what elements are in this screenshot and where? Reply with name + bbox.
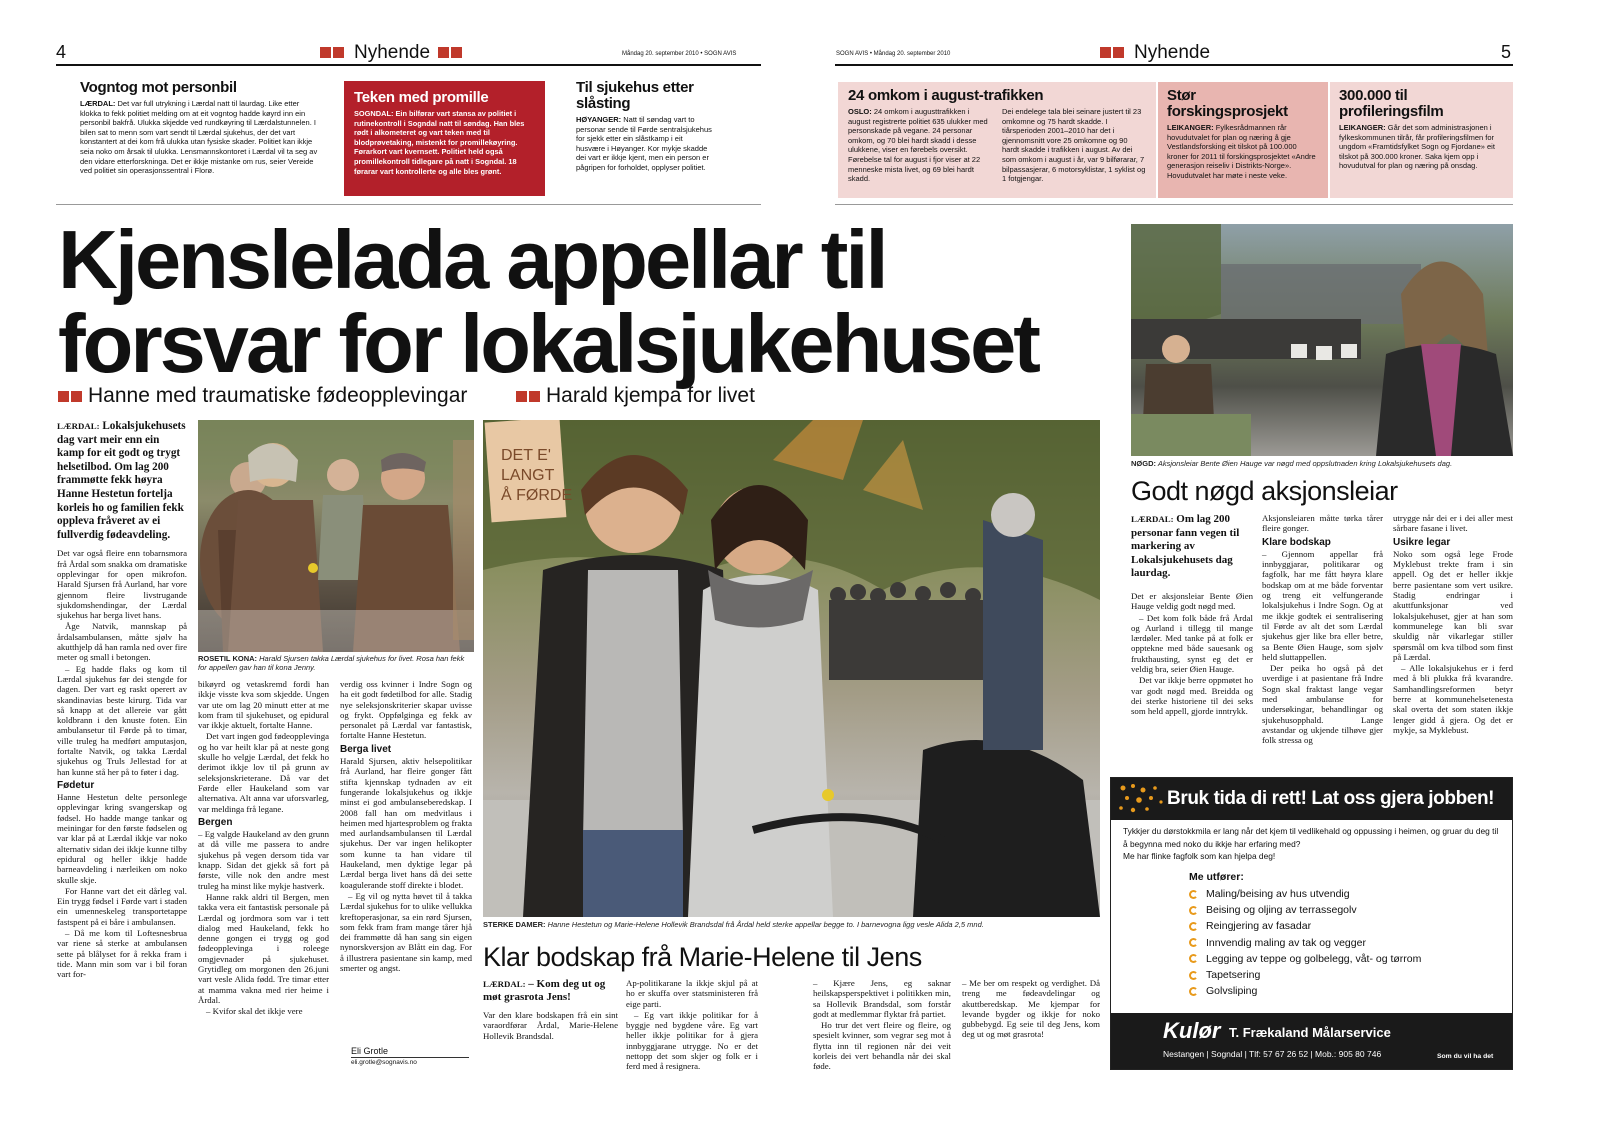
ad-header [1111,778,1512,820]
ad-intro [1123,825,1503,863]
second-lede: – Kom deg ut og møt grasrota Jens! [483,978,606,1003]
ad-service-item [1189,918,1421,934]
right-story-title: Godt nøgd aksjonsleiar [1131,476,1398,506]
dateline-right: SOGN AVIS • Måndag 20. september 2010 [836,51,951,57]
paragraph: – Me ber om respekt og verdighet. Då treng me fødeavdelingar og akuttberedskap. Me kjempar for levande bygder og ikkje for noko gubbebygd. Eg seie til deg Jens, kom deg ut og møt grasrota! [962,978,1100,1040]
caption-bente [1131,459,1513,468]
brief-place: HØYANGER: [576,115,622,124]
service-label: Legging av teppe og golbelegg, våt- og tørrom [1206,952,1422,965]
brief-profilering [1330,82,1513,198]
subhead-text: Harald kjempa for livet [546,384,755,407]
bullet-icon [1189,906,1198,915]
subhead-hanne [58,384,467,408]
photo-illustration [1131,224,1513,456]
ad-service-item [1189,935,1421,951]
second-column-2 [626,978,758,1073]
sign-text-1: DET E' [501,447,551,464]
paragraph: Harald Sjursen, aktiv helsepolitikar frå Aurland, har fleire gonger fått stifta kjennskap tydnaden av eit fungerande lokalsjukehus og ikkje minst ei god ambulanseberedskap. I 2008 fall han om medvitlaus i heimen med hjartesproblem og frakta med aurlandsambulansen til Lærdal sjukehus. Der var ingen helikopter som kunne ta han vidare til Haukeland, men dyktige legar på Lærdal berga livet hans då dei sette koagulerande stoff direkte i blodet. [340,756,472,890]
caption-label: ROSETIL KONA: [198,654,258,663]
paragraph: – Eg valgde Haukeland av den grunn at då ville me passera to andre sjukehus på vegen dersom tida var knapp. Sidan det gjekk så fort på første, ville nok den andre mest truleg ha minst like mykje hastverk. [198,829,329,891]
brief-title: Teken med promille [354,89,489,106]
dateline-left: Måndag 20. september 2010 • SOGN AVIS [622,51,737,57]
caption-text: Aksjonsleiar Bente Øien Hauge var nøgd med oppslutnaden kring Lokalsjukehusets dag. [1157,459,1453,468]
ad-service-item [1189,983,1421,999]
paragraph: – Eg hadde flaks og kom til Lærdal sjukehus før dei stengde for dagen. Der vart eg raskt operert av skandinavias beste kirurg. Tida var så knapp at det allereie var gått koldbrann i den knuste foten. Ein ambulansetur til Førde på to timar, ville truleg ha medført amputasjon, fortalte Natvik, og takka Lærdal sjukehus og Truls Jellestad for at han kunne stå her på to føter i dag. [57,663,187,777]
paragraph: Ho trur det vert fleire og fleire, og spesielt kvinner, som vegrar seg mot å flytta inn til regionen når dei veit korleis dei vert behandla når dei skal føde. [813,1020,951,1072]
right-column-3 [1393,513,1513,736]
brief-place: LEIKANGER: [1167,123,1214,132]
brief-place: LÆRDAL: [80,99,116,108]
sign-text-3: Å FØRDE [501,487,573,504]
byline: Eli Grotle [351,1046,389,1056]
byline-email[interactable]: eli.grotle@sognavis.no [351,1059,417,1066]
ad-service-item [1189,951,1421,967]
advertisement[interactable] [1110,777,1513,1070]
lede-place: LÆRDAL: [57,421,100,431]
paragraph: Det vart ingen god fødeopplevinga og ho var heilt klar på at neste gong skulle ho velgje Lærdal, det fekk ho derimot ikkje lov til på grunn av seleksjonskrieterane. Då var det Førde eller Haukeland som var alternativa. Alt anna var uforsvarleg, var meldinga frå legane. [198,731,329,814]
subhead-harald [516,384,755,408]
paragraph: Noko som også lege Frode Myklebust trekte fram i sin appell. Og det er heller ikkje berre pasientane som vert usikre. Stadig endringar i akuttfunksjonar ved lokalsjukehuset, gjer at han som kommunelege kan bli svar skuldig når vikarlegar stiller spørsmål om kva tilbod som finst på Lærdal. [1393,548,1513,662]
caption-label: NØGD: [1131,459,1156,468]
ad-service-list [1189,886,1421,999]
paragraph: – Då me kom til Loftesnesbrua var riene så sterke at ambulansen sette på blålyset for å rekka fram i tide. Mann min som var i bil foran vart for- [57,928,187,980]
paragraph: Var den klare bodskapen frå ein sint varaordførar Årdal, Marie-Helene Hollevik Brandsdal. [483,1010,618,1041]
caption-harald [198,654,474,672]
headline-line-1: Kjenslelada appellar til [58,213,886,306]
paragraph: – Eg vart ikkje politikar for å byggje ned bygdene våre. Eg vart heller ikkje politikar for å gjera innbyggjarane utrygge. No er det nettopp det som skjer og folk er i ferd med å resignera. [626,1009,758,1072]
paragraph: Det er aksjonsleiar Bente Øien Hauge veldig godt nøgd med. [1131,590,1253,612]
second-column-3 [813,978,951,1073]
caption-label: STERKE DAMER: [483,920,546,929]
bullet-icon [1189,922,1198,931]
bullet-icon [1189,987,1198,996]
brief-forsking [1158,82,1328,198]
paragraph: – Gjennom appellar frå innbyggjarar, politikarar og fagfolk, har me fått høyra klare bodskap om at me både forventar og treng eit velfungerande lokalsjukehus i Indre Sogn. Og at me ikkje godtek ei sentralisering til Førde av alt det som Lærdal sjukehus gjer like bra eller betre, sa Bente Øien Hauge, som sjølv held sluttappellen. [1262,548,1383,662]
right-column-1 [1131,513,1253,718]
paragraph: Hanne Hestetun delte personlege opplevingar kring svangerskap og fødsel. Ho hadde mange tankar og meiningar for den første fødselen og var klar på at Lærdal ikkje var noko alternativ sidan dei ikkje kunne tilby epidural og heller ikkje hadde barneavdeling i nærleiken om noko skulle skje. [57,792,187,885]
page-number-right: 5 [1501,42,1512,62]
caption-text: Harald Sjursen takka Lærdal sjukehus for livet. Rosa han fekk for appellen gav han til kona Jenny. [198,654,465,672]
brief-title: Stør forskingsprosjekt [1167,87,1288,120]
brief-text: Det var full utrykning i Lærdal natt til laurdag. Like etter klokka to fekk politiet melding om at eit vogntog hadde køyrd inn ein personbil bakfrå. Ulukka skjedde ved rundkøyring til Lærdalstunnelen. I bilen sat to menn som vart sendt til Lærdal sjukehus, der det vart konstantert at dei kom frå ulukka utan fysiske skader. Politiet kan ikkje seia noko om årsak til ulukka. Lensmannskontoret i Lærdal vil ta seg av den vidare etterforskninga. Det er ikkje mistanke om rus, seier Vereide ved politiet sin operasjonssentral i Florø. [80,99,318,176]
brief-vogntog [80,80,320,176]
section-label: Nyhende [1134,42,1211,63]
main-headline [58,213,1038,390]
brief-text: Natt til søndag vart to personar sende til Førde sentralsjukehus for sjekk etter ein slåstkamp i eit husvære i Høyanger. Kor mykje skadde dei vart er ikkje kjent, men ein person er pågripen for forholdet, opplyser politiet. [576,115,712,172]
subhead-text: Hanne med traumatiske fødeopplevingar [88,384,468,407]
ad-headline: Bruk tida di rett! Lat oss gjera jobben! [1167,788,1495,809]
paragraph: Hanne rakk aldri til Bergen, men takka vera eit fantastisk personale på Lærdal og jordmora som var i tett dialog med Haukeland, fekk ho denne gongen ei trygg og god fødeopplevinga i roleege omgjevnader på sjukehuset. Grytidleg om morgonen den 26.juni vart vesle Alida fødd. Tre timar etter at mamma vakna med rier heime i Årdal. [198,891,329,1005]
ad-intro-text-2: Me har flinke fagfolk som kan hjelpa deg! [1123,851,1276,861]
service-label: Innvendig maling av tak og vegger [1206,936,1366,949]
bullet-icon [1189,938,1198,947]
photo-harald-jenny [198,420,474,652]
paragraph: Det var også fleire enn tobarnsmora frå Årdal som snakka om dramatiske opplevingar for open mikrofon. Harald Sjursen frå Aurland, har vore gjennom fleire livstrugande sjukdomshendingar, der Lærdal sjukehus har berga livet hans. [57,548,187,621]
bullet-icon [1189,954,1198,963]
second-column-1 [483,978,618,1042]
brief-text: 24 omkom i augusttrafikken i august registrerte politiet 635 ulukker med personskade på vegane. 24 personar omkom, og 70 blei hardt skadd i desse ulukkene, viser en førebels oversikt. Førebelse tal for august i fjor viser at 22 menneske mista livet, og 69 blei hardt skadd. [848,107,988,184]
caption-text: Hanne Hestetun og Marie-Helene Hollevik Brandsdal frå Årdal held sterke appellar begge to. I barnevogna ligg vesle Alida 2,5 mnd. [547,920,984,929]
article-column-3 [340,679,472,1039]
brief-title: Til sjukehus etter slåsting [576,79,694,112]
dots-decoration-icon [1117,782,1165,816]
paragraph: – Kvifor skal det ikkje vere [206,1006,303,1017]
crosshead: Bergen [198,816,233,828]
paragraph: utrygge når dei er i dei aller mest sårbare fasane i livet. [1393,513,1513,534]
lede-place: LÆRDAL: [483,979,526,989]
ad-service-item [1189,886,1421,902]
service-label: Tapetsering [1206,969,1261,982]
photo-illustration [483,420,1100,917]
ad-intro-text: Tykkjer du dørstokkmila er lang når det kjem til vedlikehald og oppussing i heimen, og gruar du deg til å begynna med noko du ikkje har erfaring med? [1123,826,1499,849]
photo-illustration [198,420,474,652]
brief-text-2: Dei endelege tala blei seinare justert til 23 omkomne og 75 hardt skadde. I tiårsperioden 2001–2010 har det i gjennomsnitt vore 25 omkomne og 90 hardt skadde i trafikken i august. Av dei som omkom i august i år, var 9 bilførarar, 7 bilpassasjerar, 6 motorsyklistar, 1 syklist og 1 fotgjengar. [1002,107,1146,184]
second-column-4 [962,978,1100,1041]
page-number-left: 4 [56,42,67,62]
paragraph: Der peika ho også på det uverdige i at pasientane frå Indre Sogn skal fraktast lange vegar med ambulanse for undersøkingar, behandlingar og sjukehusopphald. Lange avstandar og ukjende tilhøve gjer folk stressa og [1262,663,1383,746]
top-rule-right [835,64,1513,66]
section-head-right [1100,42,1210,64]
brief-rule-left [56,204,761,205]
caption-sterke-damer [483,920,1100,929]
ad-slogan: Som du vil ha det [1437,1053,1494,1060]
right-column-2 [1262,513,1383,747]
brief-title: 24 omkom i august-trafikken [848,87,1044,104]
paragraph: – Kjære Jens, eg saknar heilskapsperspektivet i politikken min, sa Hollevik Brandsdal, som forstår godt at medlemmar flyktar frå partiet. [813,978,951,1019]
bullet-icon [1189,971,1198,980]
brief-promille [344,81,545,196]
crosshead: Usikre legar [1393,536,1451,548]
article-lede: Lokalsjukehusets dag vart meir enn ein kamp for eit godt og trygt helsetilbod. Om lag 200 frammøtte fekk høyra Hanne Hestetun fortelja korleis ho og familien fekk oppleva fråveret av ei fullverdig fødeavdeling. [57,420,186,541]
brief-place: LEIKANGER: [1339,123,1386,132]
ad-list-title: Me utfører: [1189,871,1244,883]
paragraph: Åge Natvik, mannskap på årdalsambulansen, måtte sjølv ha akutthjelp då han ramla ned over fire meter og small i betongen. [57,621,187,663]
service-label: Reingjering av fasadar [1206,920,1312,933]
ad-service-item [1189,902,1421,918]
brief-title: 300.000 til profileringsfilm [1339,87,1444,120]
section-label: Nyhende [354,42,431,63]
byline-rule [351,1057,469,1058]
brief-title: Vogntog mot personbil [80,79,237,96]
service-label: Maling/beising av hus utvendig [1206,888,1350,900]
photo-sterke-damer [483,420,1100,917]
article-column-1 [57,420,187,1070]
paragraph: – Det kom folk både frå Årdal og Aurland i tillegg til mange lærdøler. Med tanke på at folk er opptekne med både sauesank og frukthausting, synst eg det er veldig bra, seier Øien Hauge. [1131,612,1253,675]
brief-place: OSLO: [848,107,872,116]
ad-service-item [1189,967,1421,983]
ad-contact: Nestangen | Sogndal | Tlf: 57 67 26 52 | Mob.: 905 80 746 [1163,1049,1382,1059]
ad-footer [1111,1013,1512,1069]
brief-trafikk [838,82,1156,198]
service-label: Golvsliping [1206,985,1258,998]
paragraph: For Hanne vart det eit dårleg val. Ein trygg fødsel i Førde vart i staden ein umenneskeleg transportetappe fastspent på ei båre i ambulansen. [57,885,187,927]
bullet-icon [1189,890,1198,899]
paragraph: Ap-politikarane la ikkje skjul på at ho er skuffa over statsministeren frå eige parti. [626,978,758,1009]
ad-company: T. Frækaland Målarservice [1229,1025,1391,1040]
brief-text: Ein bilførar vart stansa av politiet i rutinekontroll i Sogndal natt til søndag. Han bles rødt i alkometeret og vart teken med til blodprøvetaking, mistenkt for promillekøyring. Førarkort vart kvernsett. Politiet held også promillekontroll tidlegare på natt i Sogndal. 18 førarar vart kontrollerte og alle bles grønt. [354,109,525,176]
paragraph: Aksjonsleiaren måtte tørka tårer fleire gonger. [1262,513,1383,534]
brief-slasting [576,80,712,173]
paragraph: bikøyrd og vetaskremd fordi han ikkje visste kva som skjedde. Ungen var ute om lag 20 minutt etter at me kom fram til sjukehuset, og epidural var ikkje aktuelt, fortalte Hanne. [198,679,329,731]
brief-place: SOGNDAL: [354,109,394,118]
lede-place: LÆRDAL: [1131,514,1174,524]
paragraph: Det var ikkje berre oppmøtet ho var godt nøgd med. Breidda og dei sterke historiene til dei seks som held appell, gjorde inntrykk. [1131,675,1253,717]
section-head-left [320,42,464,64]
crosshead: Klare bodskap [1262,536,1331,548]
sign-text-2: LANGT [501,467,555,484]
ad-logo: Kulør [1163,1018,1221,1043]
top-rule-left [56,64,761,66]
brief-text: Går det som administrasjonen i fylkeskommunen tilrår, får profileringsfilmen for ungdom «Framtidsfylket Sogn og Fjordane» eit tilskot på 300.000 kroner. Saka kjem opp i hovudutval for plan og næring på onsdag. [1339,123,1495,171]
brief-rule-right [835,204,1513,205]
paragraph: – Alle lokalsjukehus er i ferd med å bli plukka frå kvarandre. Samhandlingsreformen betyr berre at kommunehelsetenesta skal overta det som staten ikkje lenger gidd å gjera. Og det er mykje, sa Myklebust. [1393,663,1513,735]
paragraph: verdig oss kvinner i Indre Sogn og ha eit godt fødetilbod for alle. Stadig nye seleksjonskriterier skapar uvisse og frykt. Oppfølginga eg fekk av personalet på Lærdal var fantastisk, fortalte Hanne Hestetun. [340,679,472,741]
paragraph: – Eg vil og nytta høvet til å takka Lærdal sjukehus for to ulike vellukka kreftoperasjonar, sa ein rørd Sjursen, som fekk fram fram mange tårer hjå dei frammøtte då han sang sin eigen nynorskversjon av Blått ein dag. For å illustrera pasientane sin kamp, med smerter og angst. [340,890,472,974]
headline-line-2: forsvar for lokalsjukehuset [58,297,1038,390]
second-story-title: Klar bodskap frå Marie-Helene til Jens [483,942,922,972]
crosshead: Berga livet [340,743,392,755]
crosshead: Fødetur [57,779,95,791]
right-lede: Om lag 200 personar fann vegen til markering av Lokalsjukehusets dag laurdag. [1131,513,1240,580]
brief-text: Fylkesrådmannen rår hovudutvalet for plan og næring å gje Vestlandsforsking eit tilskot på 100.000 kroner for 2011 til forskingsprosjektet «Andre generasjon reiseliv i Distrikts-Norge». Hovudutvalet har møte i neste veke. [1167,123,1316,180]
article-column-2 [198,679,329,1071]
photo-bente [1131,224,1513,456]
service-label: Beising og oljing av terrassegolv [1206,904,1357,917]
